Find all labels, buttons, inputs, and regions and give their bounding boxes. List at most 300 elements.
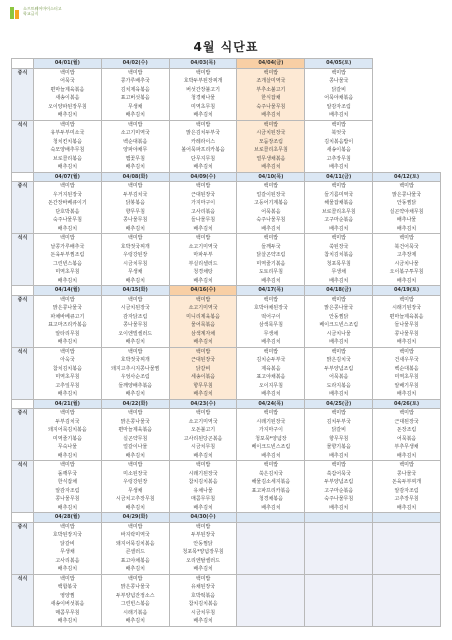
menu-item: 미역초무침 [394,374,419,380]
menu-item: 배추김치 [57,112,78,118]
dinner-row [12,574,441,626]
menu-item: 무생채 [127,487,143,494]
menu-item: 소고기미역국 [188,305,218,311]
menu-item: 호박야채된장국 [253,305,288,311]
lunch-cell [34,409,102,461]
menu-item: 닭갈비 [331,86,346,93]
menu-item: 알타리무침 [55,330,80,337]
lunch-cell [169,182,237,234]
menu-item: 건새우무국 [394,357,419,363]
menu-item: 쑥된장국 [329,243,349,250]
menu-item: 오이양파된장무침 [48,103,87,110]
date-cell: 04/28(월) [34,513,102,523]
lunch-cell [305,522,373,574]
lunch-cell [169,522,237,574]
menu-item: 배추김치 [125,452,145,459]
lunch-cell [101,522,169,574]
menu-item: 물향기볶음 [326,444,351,450]
menu-item: 배추김치 [125,277,145,284]
menu-item: 배추김치 [193,391,213,397]
date-row [12,59,441,69]
menu-item: 호박된장지국 [52,532,82,538]
menu-item: 백미밥 [195,575,211,582]
date-row [12,513,441,523]
menu-item: 콩나물무침 [123,322,148,328]
menu-item: 배추김치 [329,504,349,511]
dinner-cell [169,461,237,513]
menu-item: 호박젓국찌개 [120,243,150,250]
menu-item: 쑥은김치국 [258,470,283,477]
menu-item: 어묵야채볶음 [324,95,354,101]
menu-item: 도토리무침 [258,269,283,275]
menu-item: 배추김치 [125,225,145,232]
menu-item: 고추잎무침 [55,382,80,389]
menu-item: 알감자조림 [394,487,419,494]
menu-item: 세송이볶음 [190,374,216,380]
menu-item: 시금치나물 [326,330,351,337]
menu-item: 배추김치 [396,452,417,459]
menu-item: 백미밥 [127,183,143,189]
menu-item: 알감자조림 [326,103,351,110]
menu-item: 고사리볶음 [55,557,80,564]
menu-item: 표고마즈리카볶음 [48,322,87,328]
menu-item: 실곤약무침 [123,435,148,442]
menu-item: 열무생채볶음 [256,155,286,162]
menu-item: 백미밥 [195,296,211,303]
menu-item: 숙주나물무침 [256,103,286,110]
lunch-label: 중식 [12,295,34,347]
menu-item: 알감자조림 [55,487,80,494]
menu-item: 가지마구이 [258,427,283,433]
menu-item: 감자닭조림 [123,313,148,320]
menu-item: 돈장조림 [396,427,417,433]
menu-item: 어묵볶음 [261,208,281,215]
menu-item: 백미밥 [399,462,414,468]
lunch-cell [237,409,305,461]
menu-item: 백미밥 [60,523,75,530]
menu-item: 백미밥 [60,121,75,128]
menu-item: 도라지볶음 [326,382,351,389]
menu-item: 고구마순볶음 [324,217,354,223]
menu-item: 한식잡채 [261,95,281,101]
dinner-cell [169,234,237,286]
date-cell: 04/24(목) [237,399,305,409]
menu-item: 백미밥 [195,183,211,189]
menu-item: 어묵국 [60,78,75,84]
menu-item: 향무무침 [329,435,349,442]
menu-item: 참치김치볶음 [188,479,218,485]
date-cell: 04/30(수) [169,513,237,523]
menu-item: 매콤무무침 [190,496,216,502]
menu-item: 바지락미역국 [120,532,150,538]
menu-item: 두부양념잔정소스 [115,592,155,599]
corner-cell [12,59,34,69]
date-row [12,172,441,182]
logo-text [23,6,62,16]
menu-item: 배추김치 [193,112,213,118]
menu-item: 백미밥 [195,410,211,416]
menu-item: 배추김치 [57,566,78,572]
menu-item: 단호박볶음 [55,208,80,215]
menu-item: 안동찜닭 [193,540,213,547]
menu-item: 버섯간장불고기 [186,86,220,93]
menu-item: 고추장무침 [326,155,351,162]
menu-item: 배추김치 [125,391,145,397]
menu-item: 어묵볶음 [329,374,349,380]
menu-item: 백미밥 [60,183,75,189]
menu-item: 미역줄기볶음 [52,435,82,442]
menu-item: 돼지어묵김치볶음 [115,540,155,547]
menu-item: 백미밥 [195,121,211,128]
menu-item: 배추김치 [125,618,145,624]
menu-item: 벡순대볶음 [123,138,148,145]
dinner-cell [305,234,373,286]
menu-item: 배추김치 [329,112,349,118]
menu-item: 배추김치 [261,339,281,345]
menu-item: 콩나물국 [396,470,417,477]
menu-item: 호박젓국찌개 [120,357,150,363]
menu-item: 배추김치 [329,164,349,170]
corner-cell [12,286,34,296]
menu-item: 한식잡채 [57,479,78,485]
menu-item: 백미밥 [127,575,143,582]
menu-item: 벡순대볶음 [394,365,419,372]
menu-item: 백미밥 [331,348,346,355]
dinner-cell [34,120,102,172]
lunch-cell [305,295,373,347]
menu-item: 맑은김치국 [326,357,351,363]
menu-item: 백미밥 [399,348,414,355]
date-cell: 04/01(월) [34,59,102,69]
lunch-cell [373,295,441,347]
menu-item: 떡어구이 [261,313,281,320]
menu-item: 시금치무침 [190,609,216,616]
dinner-cell [305,574,373,626]
menu-item: 호박두부된장찌개 [183,78,223,84]
date-cell: 04/18(금) [305,286,373,296]
menu-item: 돼지고추시지콩나물찜 [111,365,160,372]
date-cell: 04/16(수) [169,286,237,296]
lunch-row [12,409,441,461]
menu-item: 무생채 [331,269,346,275]
menu-item: 백미밥 [331,462,346,468]
menu-item: 맑은김치두부국 [186,130,220,136]
menu-item: 맑은콩나물국 [324,305,354,311]
menu-item: 배추김치 [57,452,78,459]
lunch-cell [237,522,305,574]
menu-item: 무숙나물 [57,444,78,450]
menu-item: 맑은콩나물국 [52,305,82,311]
menu-item: 조개살미역국 [256,78,286,84]
menu-item: 알배기무침 [394,382,419,389]
menu-item: 들나물무침 [394,322,419,328]
menu-item: 청경채나물 [190,95,216,101]
menu-item: 백미밥 [399,410,414,416]
menu-item: 두부김치국 [55,418,80,425]
menu-item: 새송이볶음 [55,95,80,101]
menu-item: 무생채 [127,103,143,110]
dinner-cell [305,347,373,399]
menu-item: 백미밥 [263,69,279,76]
menu-item: 미역초무침 [190,103,216,110]
menu-item: 들기름미역국 [324,191,354,198]
menu-item: 오리엔탈셀러드 [186,557,220,564]
menu-item: 볼어묵파프리카볶음 [181,147,225,153]
menu-item: 유채나물 [193,487,213,494]
menu-item: 콩나물무침 [394,330,419,337]
menu-item: 배추김치 [396,225,417,232]
date-cell: 04/03(목) [169,59,237,69]
date-cell [305,513,373,523]
menu-item: 우거지된장국 [52,191,82,198]
menu-item: 시금치된장국 [120,305,150,311]
lunch-cell [305,409,373,461]
menu-item: 시금치고추장무침 [115,496,155,502]
menu-item: 어묵볶음 [396,435,417,442]
menu-item: 영양찜 [60,592,75,599]
menu-item: 마파두부 [193,252,213,258]
menu-item: 카레라이스 [190,138,216,145]
date-cell: 04/23(수) [169,399,237,409]
menu-item: 배추김치 [261,277,281,284]
menu-item: 유채된장국 [190,584,216,590]
menu-item: 숙주나물무침 [52,217,82,223]
menu-item: 시금치나물 [394,260,419,267]
menu-item: 콘샐러드 [125,549,145,555]
dinner-cell [34,574,102,626]
menu-item: 백미밥 [331,296,346,303]
menu-item: 아욱국 [60,357,75,363]
menu-item: 삼색묵무침 [258,322,283,328]
menu-item: 호박떡볶음 [190,592,216,599]
menu-item: 우엉사순조림 [120,374,150,380]
corner-cell [12,513,34,523]
menu-item: 고구마순볶음 [324,487,354,494]
menu-item: 삼색계자채 [190,330,216,337]
menu-item: 양파야채무 [123,147,148,153]
lunch-cell [34,522,102,574]
menu-item: 소고기미역국 [188,243,218,250]
dinner-label: 석식 [12,461,34,513]
menu-item: 김치볶음밥이 [324,138,354,145]
menu-item: 김치두부국 [326,418,351,425]
lunch-cell [305,182,373,234]
date-cell: 04/07(월) [34,172,102,182]
menu-item: 해물김소세지볶음 [251,479,291,485]
menu-item: 고추장제 [396,252,417,258]
dinner-cell [101,120,169,172]
logo-icon [10,7,20,19]
menu-item: 백미밥 [263,235,279,241]
menu-item: 시래기된장국 [256,418,286,425]
menu-item: 쑥갑어묵국 [326,470,351,477]
menu-item: 배추김치 [125,112,145,118]
menu-item: 돈육두부찜조림 [50,252,85,258]
dinner-cell [169,120,237,172]
menu-item: 배추김치 [193,277,213,284]
menu-item: 표고파프리카볶음 [251,487,291,494]
menu-item: 백미밥 [60,296,75,303]
menu-item: 돼지어묵김치볶음 [48,427,87,433]
menu-item: 고등어기계볶음 [253,200,288,206]
menu-item: 백미밥 [60,348,75,355]
menu-item: 파채바베큐고기 [50,313,85,320]
date-cell: 04/21(월) [34,399,102,409]
dinner-cell [237,120,305,172]
lunch-label: 중식 [12,409,34,461]
dinner-cell [34,461,102,513]
menu-item: 배추김치 [57,391,78,397]
menu-item: 편마늘제육볶음 [50,86,85,93]
menu-item: 표고야채볶음 [120,557,150,564]
menu-item: 안동찜닭 [329,313,349,320]
school-logo [10,6,70,22]
menu-item: 미역줄기볶음 [256,260,286,267]
lunch-row [12,295,441,347]
menu-item: 백미밥 [60,462,75,468]
dinner-label: 석식 [12,574,34,626]
date-cell [373,513,441,523]
menu-item: 배추김치 [396,504,417,511]
menu-item: 배추김치 [261,391,281,397]
menu-item: 백미밥 [399,235,414,241]
lunch-cell [169,409,237,461]
lunch-cell [101,182,169,234]
page-title: 4월 식단표 [193,40,259,54]
menu-item: 새송이버섯볶음 [50,601,85,607]
menu-item: 얼갈이나물 [123,444,148,450]
date-cell: 04/15(화) [101,286,169,296]
date-cell: 04/25(금) [305,399,373,409]
menu-item: 배추김치 [396,391,417,397]
dinner-row [12,120,441,172]
menu-item: 배추김치 [193,225,213,232]
menu-item: 오이볶구투무침 [389,269,424,275]
menu-item: 브로콜리볶음 [52,155,82,162]
menu-item: 청경채탕 [193,269,213,275]
menu-item: 콩가루배추국 [120,78,150,84]
menu-item: 고사리볶음 [190,208,216,215]
menu-item: 브로콜리초무침 [253,147,288,153]
menu-item: 청포목무침 [326,260,351,267]
menu-item: 고사리된당곤볶음 [183,435,223,442]
menu-item: 백미밥 [195,348,211,355]
lunch-cell [169,68,237,120]
menu-item: 배추김치 [261,504,281,511]
menu-item: 맑은콩나물국 [120,584,150,590]
menu-item: 미니리제육볶음 [186,313,220,320]
menu-item: 백미밥 [195,462,211,468]
menu-item: 배추김치 [57,618,78,624]
dinner-row [12,461,441,513]
lunch-label: 중식 [12,182,34,234]
menu-item: 배추김치 [125,504,145,511]
menu-item: 백미밥 [127,348,143,355]
menu-item: 표고버섯볶음 [120,95,150,101]
menu-item: 콩나물무침 [123,217,148,223]
menu-item: 부추소불고기 [256,86,286,93]
date-cell: 04/17(목) [237,286,305,296]
menu-item: 들깨두국 [261,243,281,250]
date-cell: 04/22(화) [101,399,169,409]
dinner-cell [101,461,169,513]
menu-item: 그린빈스볶음 [52,260,82,267]
dinner-label: 석식 [12,120,34,172]
menu-item: 배추김치 [193,339,213,345]
lunch-cell [373,409,441,461]
menu-item: 시래기볶음 [123,609,148,616]
menu-item: 닭봉볶음 [125,200,145,206]
lunch-cell [101,68,169,120]
menu-item: 백미밥 [399,183,414,189]
menu-item: 백미밥 [60,235,75,241]
menu-item: 베이크드빈스조림 [251,444,291,450]
menu-item: 배추김치 [261,225,281,232]
dinner-cell [373,574,441,626]
menu-item: 배추김치 [57,339,78,345]
date-cell [237,513,305,523]
menu-item: 들깨양배추볶음 [118,382,153,389]
menu-item: 백미밥 [127,462,143,468]
lunch-cell [237,68,305,120]
dinner-cell [101,574,169,626]
menu-item: 청포묵*양념장 [255,435,287,442]
menu-item: 백미밥 [331,121,346,128]
menu-item: 배추김치 [193,164,213,170]
menu-item: 백미밥 [331,235,346,241]
menu-item: 시금치무침 [123,260,148,267]
lunch-cell [101,409,169,461]
menu-item: 시금치무침 [190,444,216,450]
menu-item: 돈간장바베큐이기 [48,200,87,206]
lunch-cell [34,182,102,234]
date-cell: 04/05(토) [305,59,373,69]
lunch-cell [237,295,305,347]
menu-item: 해물잡채볶음 [324,200,354,206]
menu-item: 유부두부미소국 [50,130,85,136]
menu-item: 매콤무무침 [55,609,80,616]
date-cell: 04/19(토) [373,286,441,296]
dinner-cell [237,234,305,286]
menu-item: 배추김치 [193,566,213,572]
corner-cell [12,399,34,409]
menu-item: 시래기된장국 [188,470,218,477]
menu-item: 무생채 [263,330,279,337]
menu-item: 근대된장국 [190,191,216,198]
menu-item: 돌깨무국 [57,470,78,477]
menu-item: 백미밥 [127,410,143,416]
dinner-cell [305,461,373,513]
menu-item: 소고기미역국 [188,418,218,425]
menu-item: 백미밥 [195,69,211,76]
menu-item: 백미밥 [263,462,279,468]
menu-item: 배추김치 [396,339,417,345]
menu-item: 브로콜리초무침 [321,208,356,215]
lunch-cell [34,295,102,347]
dinner-row [12,347,441,399]
menu-item: 맑은콩나물국 [120,418,150,425]
menu-item: 백미밥 [331,183,346,189]
menu-item: 콩나물무침 [55,496,80,502]
dinner-cell [169,574,237,626]
menu-item: 맑은콩나물국 [392,191,422,198]
logo-text-top: 소프트웨어마이스터고 [23,6,62,11]
menu-item: 모둠장조림 [258,138,283,145]
menu-item: 단무지무침 [190,155,216,162]
corner-cell [12,172,34,182]
menu-item: 오이엔빌셀러드 [118,330,153,337]
date-cell: 04/04(금) [237,59,305,69]
